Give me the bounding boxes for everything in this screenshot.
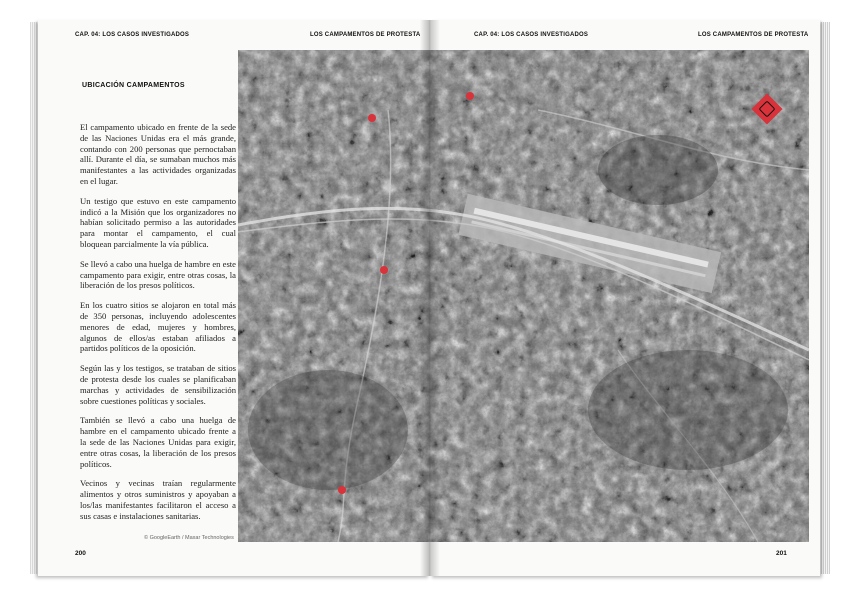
section-header: LOS CAMPAMENTOS DE PROTESTA: [310, 32, 421, 38]
section-title: UBICACIÓN CAMPAMENTOS: [82, 82, 185, 89]
map-credit: © GoogleEarth / Maxar Technologies: [144, 535, 234, 541]
body-text: [80, 122, 236, 531]
paragraph: El campamento ubicado en frente de la sede de las Naciones Unidas era el más grande, contando con 200 personas que pernoctaban allí. Durante el día, se sumaban muchos más manifestantes a las actividades organizadas en el lugar.: [80, 122, 236, 186]
section-header: LOS CAMPAMENTOS DE PROTESTA: [698, 32, 809, 38]
open-book: [30, 20, 830, 580]
page-number-left: 200: [75, 550, 86, 557]
chapter-header: CAP. 04: LOS CASOS INVESTIGADOS: [474, 32, 589, 38]
camp-location-marker: [368, 114, 376, 122]
satellite-imagery: [238, 50, 809, 542]
camp-location-marker: [338, 486, 346, 494]
paragraph: En los cuatro sitios se alojaron en total más de 350 personas, incluyendo adolescentes menores de edad, mujeres y hombres, algunos de ellos/as estaban afiliados a partidos políticos de la oposición.: [80, 300, 236, 354]
chapter-header: CAP. 04: LOS CASOS INVESTIGADOS: [75, 32, 190, 38]
satellite-map: [238, 50, 809, 542]
book-gutter-shadow: [420, 20, 440, 576]
camp-location-marker: [466, 92, 474, 100]
paragraph: También se llevó a cabo una huelga de hambre en el campamento ubicado frente a la sede de las Naciones Unidas para exigir, entre otras cosas, la liberación de los presos políticos.: [80, 415, 236, 469]
camp-location-marker: [380, 266, 388, 274]
paragraph: Según las y los testigos, se trataban de sitios de protesta desde los cuales se planificaban marchas y actividades de sensibilización sobre cuestiones políticas y sociales.: [80, 363, 236, 406]
paragraph: Vecinos y vecinas traían regularmente alimentos y otros suministros y apoyaban a los/las manifestantes facilitaron el acceso a sus casas e instalaciones sanitarias.: [80, 478, 236, 521]
paragraph: Un testigo que estuvo en este campamento indicó a la Misión que los organizadores no habían solicitado permiso a las autoridades para montar el campamento, el cual bloquean parcialmente la vía pública.: [80, 195, 236, 249]
paragraph: Se llevó a cabo una huelga de hambre en este campamento para exigir, entre otras cosas, la liberación de los presos políticos.: [80, 258, 236, 291]
page-number-right: 201: [776, 550, 787, 557]
